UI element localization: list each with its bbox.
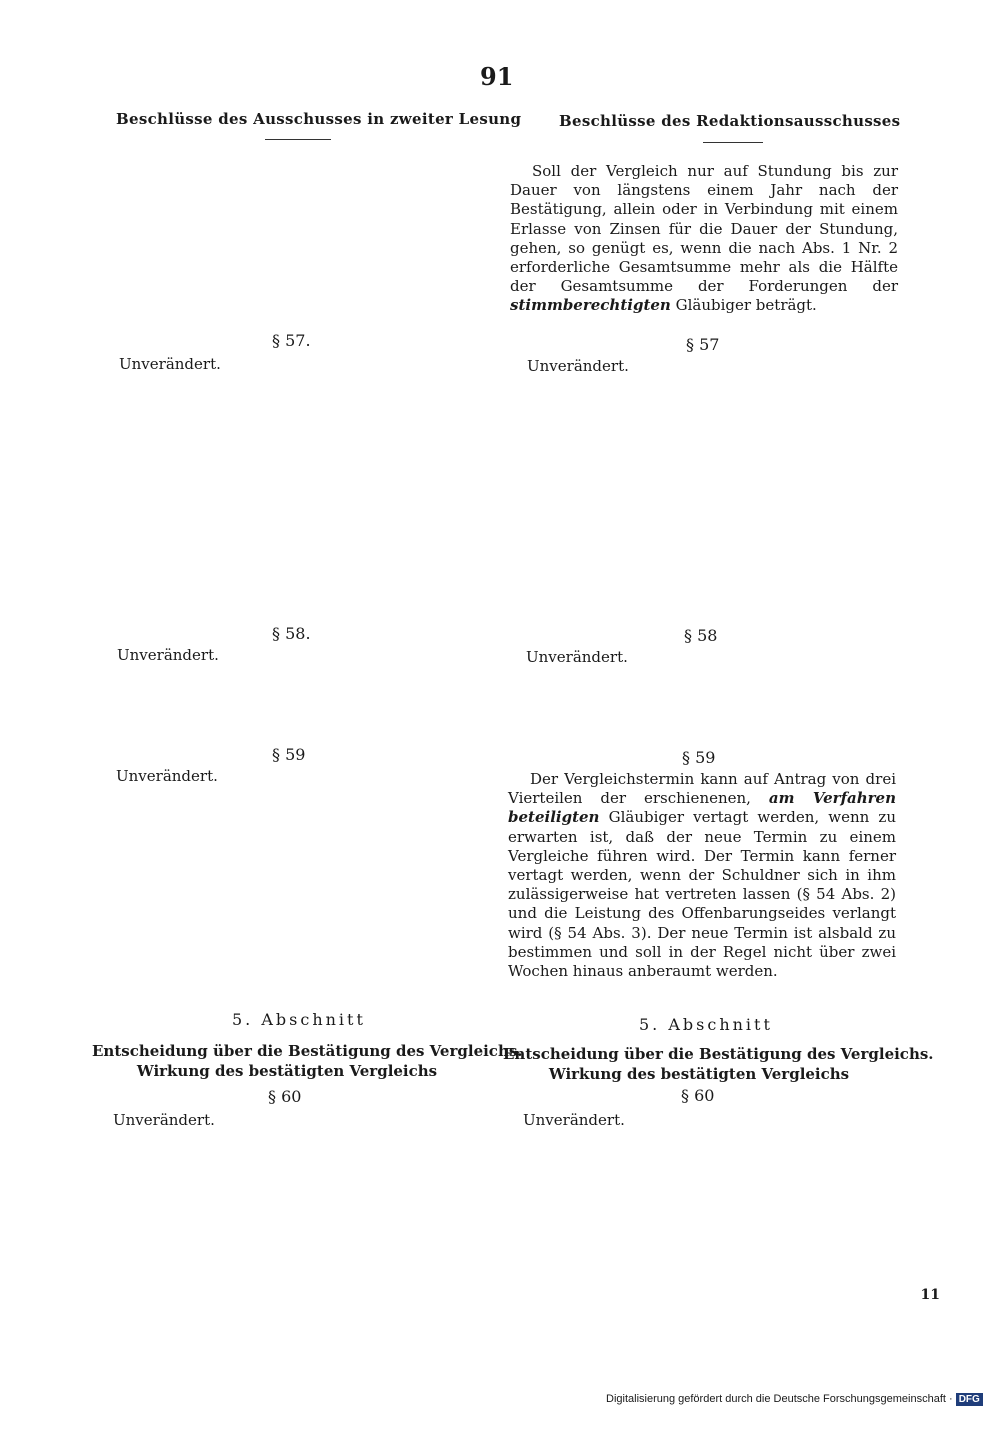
left-chapter-title: [92, 1041, 523, 1081]
right-intro-emphasis: stimmberechtigten: [510, 296, 671, 315]
left-section-58-text: Unverändert.: [117, 646, 219, 664]
right-intro-text: Soll der Vergleich nur auf Stundung bis zur Dauer von längstens einem Jahr nach der Bestätigung, allein oder in Verbindung mit einem Erlasse von Zinsen für die Dauer der Stundung, gehen, so genügt es, wenn die nach Abs. 1 Nr. 2 erforderliche Gesamtsumme mehr als die Hälfte der Gesamtsumme der Forderungen der: [510, 162, 898, 296]
right-chapter-label: 5. Abschnitt: [639, 1015, 773, 1034]
left-section-57-text: Unverändert.: [119, 355, 221, 373]
right-column-heading: Beschlüsse des Redaktionsausschusses: [559, 112, 901, 130]
right-section-58-text: Unverändert.: [526, 648, 628, 666]
right-59-text-b: Gläubiger vertagt werden, wenn zu erwarten ist, daß der neue Termin zu einem Vergleiche führen wird. Der Termin kann ferner vertagt werden, wenn der Schuldner sich in ihm zulässigerweise hat vertreten lassen (§ 54 Abs. 2) und die Leistung des Offenbarungseides verlangt wird (§ 54 Abs. 3). Der neue Termin ist alsbald zu bestimmen und soll in der Regel nicht über zwei Wochen hinaus anberaumt werden.: [508, 808, 896, 981]
right-chapter-title-line-2: Wirkung des bestätigten Vergleichs: [548, 1065, 850, 1083]
left-column-heading: Beschlüsse des Ausschusses in zweiter Lesung: [116, 110, 522, 128]
right-intro-paragraph: [510, 162, 898, 316]
right-chapter-title-line-1: Entscheidung über die Bestätigung des Vergleichs.: [503, 1045, 934, 1063]
footer-text: Digitalisierung gefördert durch die Deutsche Forschungsgemeinschaft ·: [606, 1393, 953, 1405]
left-section-57: § 57.: [272, 331, 311, 350]
left-chapter-label: 5. Abschnitt: [232, 1010, 366, 1029]
left-section-58: § 58.: [272, 624, 311, 643]
left-chapter-title-line-1: Entscheidung über die Bestätigung des Vergleichs.: [92, 1042, 523, 1060]
right-59-emphasis: am Verfahren beteiligten: [508, 789, 897, 827]
right-section-57: § 57: [686, 335, 720, 354]
left-section-60-text: Unverändert.: [113, 1111, 215, 1129]
left-section-60: § 60: [268, 1087, 302, 1106]
right-chapter-title: [503, 1044, 934, 1084]
right-intro-end: Gläubiger beträgt.: [675, 296, 817, 315]
left-chapter-title-line-2: Wirkung des bestätigten Vergleichs: [136, 1062, 438, 1080]
left-section-59: § 59: [272, 745, 306, 764]
right-section-60: § 60: [681, 1086, 715, 1105]
signature-mark: 11: [920, 1287, 940, 1303]
right-section-57-text: Unverändert.: [527, 357, 629, 375]
page-number: 91: [480, 62, 514, 91]
right-heading-rule: [703, 142, 763, 143]
right-section-60-text: Unverändert.: [523, 1111, 625, 1129]
right-section-59-paragraph: [508, 770, 896, 981]
left-section-59-text: Unverändert.: [116, 767, 218, 785]
right-section-59: § 59: [682, 748, 716, 767]
dfg-logo-icon: DFG: [956, 1393, 983, 1406]
right-59-text-a: Der Vergleichstermin kann auf Antrag von drei Vierteilen der erschienenen,: [508, 770, 896, 808]
right-section-58: § 58: [684, 626, 718, 645]
digitization-footer: [606, 1393, 983, 1406]
left-heading-rule: [265, 139, 331, 140]
